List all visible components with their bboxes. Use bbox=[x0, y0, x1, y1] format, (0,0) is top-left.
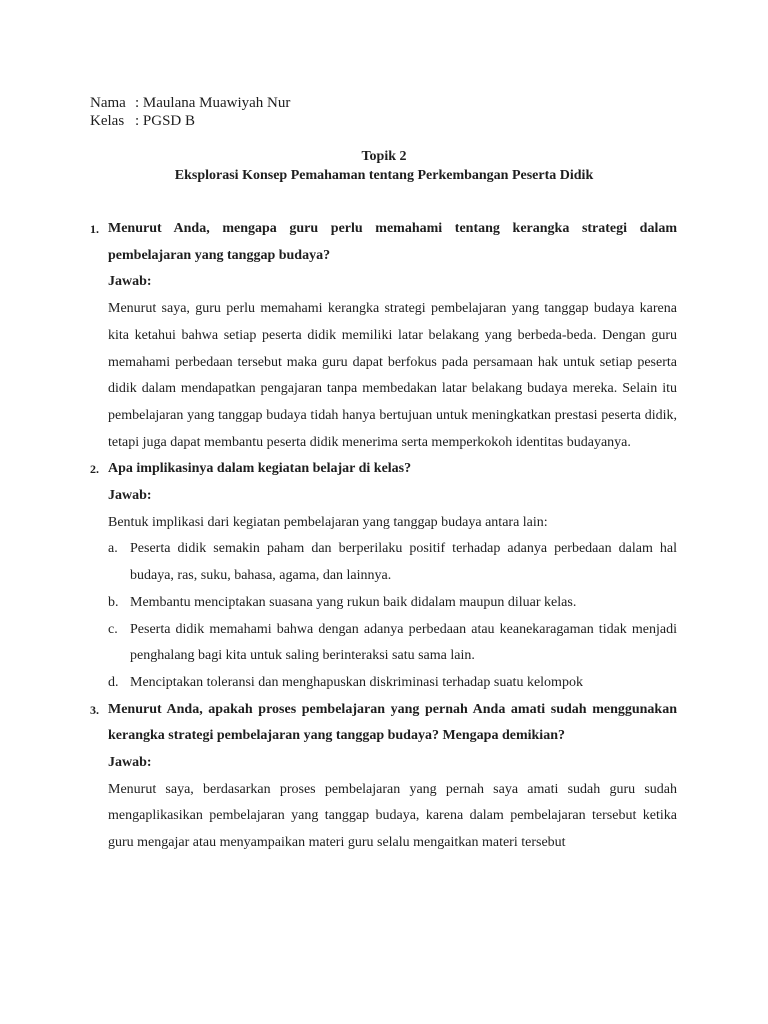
answer-label: Jawab: bbox=[108, 274, 152, 290]
question-number: 2. bbox=[90, 462, 99, 477]
answer-intro: Bentuk implikasi dari kegiatan pembelajaran yang tanggap budaya antara lain: bbox=[108, 514, 548, 530]
list-text: Peserta didik memahami bahwa dengan adanya perbedaan atau keanekaragaman tidak menjadi penghalang bagi kita untuk saling berinteraksi satu sama lain. bbox=[130, 621, 677, 664]
question-item-1 bbox=[90, 216, 677, 456]
list-letter: b. bbox=[108, 594, 119, 610]
question-text: Apa implikasinya dalam kegiatan belajar di kelas? bbox=[108, 461, 412, 477]
question-item-3 bbox=[90, 697, 677, 857]
list-text: Membantu menciptakan suasana yang rukun baik didalam maupun diluar kelas. bbox=[130, 594, 577, 610]
list-letter: c. bbox=[108, 621, 118, 637]
question-text: Menurut Anda, mengapa guru perlu memahami tentang kerangka strategi dalam pembelajaran yang tanggap budaya? bbox=[108, 221, 677, 263]
name-value: : Maulana Muawiyah Nur bbox=[135, 95, 291, 111]
topic-title: Topik 2 bbox=[361, 149, 407, 164]
question-text: Menurut Anda, apakah proses pembelajaran yang pernah Anda amati sudah menggunakan kerangka strategi pembelajaran yang tanggap budaya? Mengapa demikian? bbox=[108, 701, 677, 744]
list-item bbox=[108, 670, 677, 697]
list-item bbox=[108, 536, 677, 589]
document-title bbox=[0, 147, 768, 185]
question-body bbox=[108, 456, 677, 696]
topic-subtitle: Eksplorasi Konsep Pemahaman tentang Perkembangan Peserta Didik bbox=[174, 168, 594, 183]
question-number: 3. bbox=[90, 702, 99, 717]
list-letter: d. bbox=[108, 674, 119, 690]
list-item bbox=[108, 617, 677, 670]
name-row bbox=[90, 94, 290, 112]
question-list bbox=[90, 216, 677, 857]
list-letter: a. bbox=[108, 541, 118, 557]
answer-label: Jawab: bbox=[108, 755, 152, 771]
name-label: Nama bbox=[90, 95, 126, 111]
answer-text: Menurut saya, guru perlu memahami kerangka strategi pembelajaran yang tanggap budaya karena kita ketahui bahwa setiap peserta didik memiliki latar belakang yang berbeda-beda. Dengan guru memahami perbedaan tersebut maka guru dapat berfokus pada persamaan hak untuk setiap peserta didik dalam mendapatkan pengajaran tanpa membedakan latar belakang budaya mereka. Selain itu pembelajaran yang tanggap budaya tidah hanya bertujuan untuk meningkatkan prestasi peserta didik, tetapi juga dapat membantu peserta didik menerima serta memperkokoh identitas budayanya. bbox=[108, 301, 677, 450]
class-row bbox=[90, 112, 290, 130]
student-info bbox=[90, 94, 290, 130]
question-number: 1. bbox=[90, 222, 99, 236]
list-text: Menciptakan toleransi dan menghapuskan diskriminasi terhadap suatu kelompok bbox=[130, 674, 583, 690]
answer-label: Jawab: bbox=[108, 488, 152, 504]
list-item bbox=[108, 590, 677, 617]
question-item-2 bbox=[90, 456, 677, 696]
answer-text: Menurut saya, berdasarkan proses pembelajaran yang pernah saya amati sudah guru sudah mengaplikasikan pembelajaran yang tanggap budaya, karena dalam pembelajaran tersebut ketika guru mengajar atau menyampaikan materi guru selalu mengaitkan materi tersebut bbox=[108, 781, 677, 851]
class-value: : PGSD B bbox=[135, 113, 196, 129]
class-label: Kelas bbox=[90, 113, 125, 129]
question-body bbox=[108, 216, 677, 456]
list-text: Peserta didik semakin paham dan berperilaku positif terhadap adanya perbedaan dalam hal budaya, ras, suku, bahasa, agama, dan lainnya. bbox=[130, 541, 677, 584]
question-body bbox=[108, 697, 677, 857]
